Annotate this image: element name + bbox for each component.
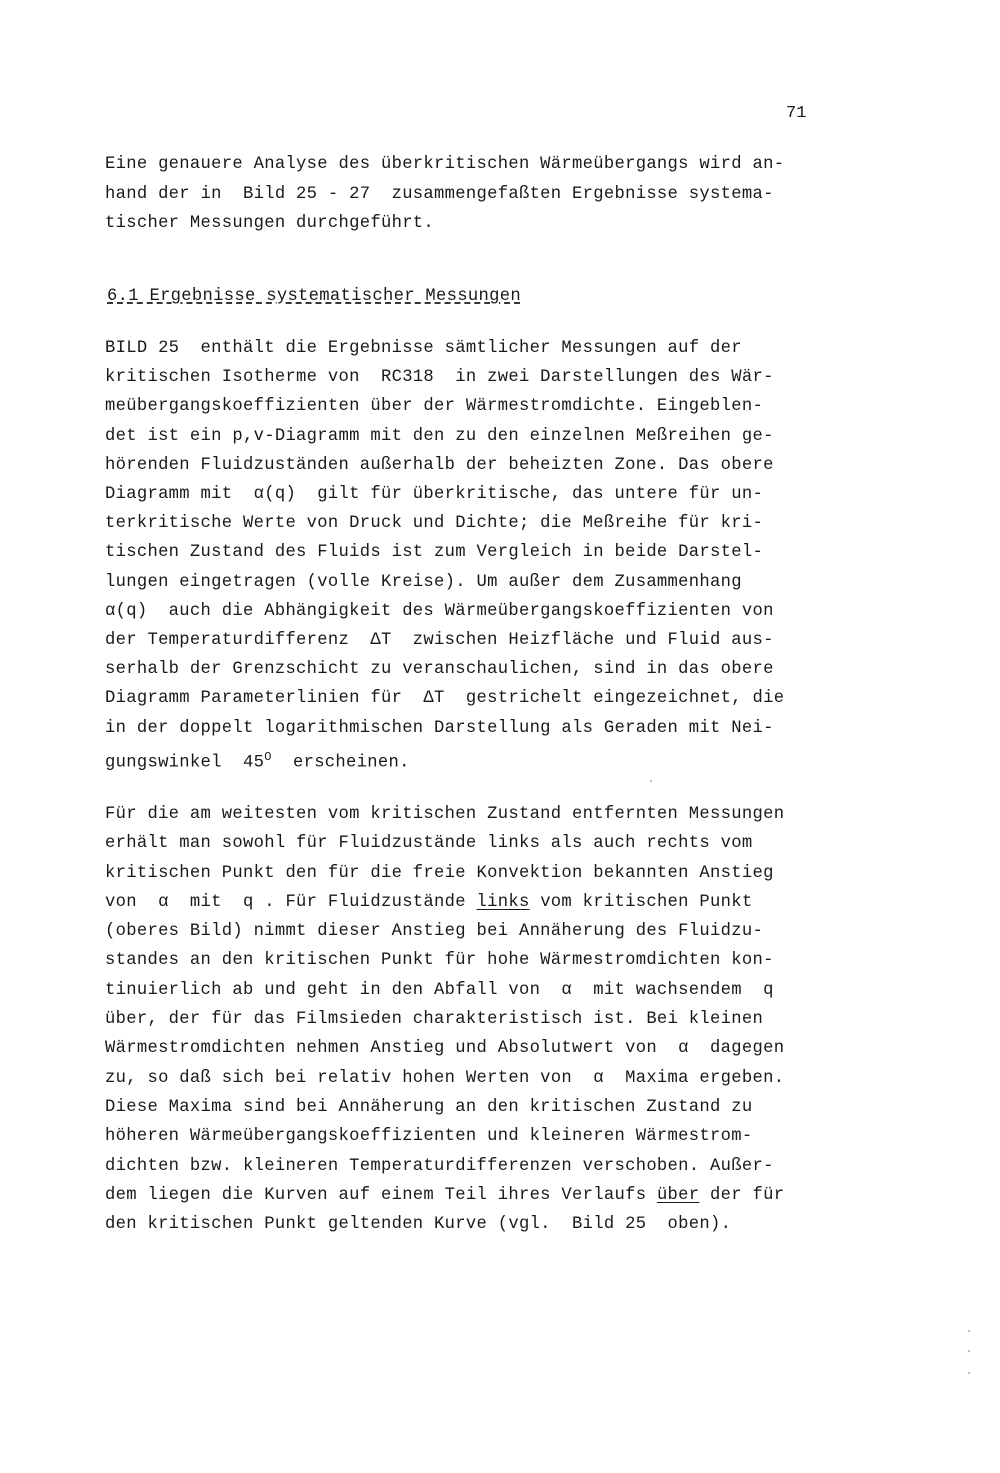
underlined-word: über bbox=[656, 1185, 700, 1205]
text-line: Diese Maxima sind bei Annäherung an den kritischen Zustand zu bbox=[105, 1097, 753, 1117]
scan-speck bbox=[968, 1372, 970, 1374]
text-fragment: dem liegen die Kurven auf einem Teil ihres Verlaufs bbox=[105, 1185, 657, 1205]
text-line: α(q) auch die Abhängigkeit des Wärmeübergangskoeffizienten von bbox=[105, 601, 774, 621]
text-line: meübergangskoeffizienten über der Wärmestromdichte. Eingeblen- bbox=[105, 397, 764, 417]
text-line: dichten bzw. kleineren Temperaturdifferenzen verschoben. Außer- bbox=[105, 1156, 774, 1176]
text-line: BILD 25 enthält die Ergebnisse sämtlicher Messungen auf der bbox=[105, 339, 742, 358]
text-line: kritischen Isotherme von RC318 in zwei Darstellungen des Wär- bbox=[105, 368, 774, 388]
underlined-word: links bbox=[476, 892, 530, 912]
text-line: tischen Zustand des Fluids ist zum Vergleich in beide Darstel- bbox=[105, 543, 764, 563]
text-fragment: gungswinkel 45 bbox=[105, 753, 265, 773]
text-fragment: von α mit q . Für Fluidzustände bbox=[105, 892, 477, 912]
scan-speck bbox=[650, 780, 652, 782]
text-line: Diagramm Parameterlinien für ΔT gestrichelt eingezeichnet, die bbox=[105, 689, 785, 709]
text-line: hörenden Fluidzuständen außerhalb der beheizten Zone. Das obere bbox=[105, 455, 774, 475]
text-line: tischer Messungen durchgeführt. bbox=[105, 214, 435, 233]
paragraph-bild-25 bbox=[105, 334, 840, 778]
superscript-degree: O bbox=[264, 749, 272, 764]
text-line bbox=[105, 1181, 840, 1210]
intro-paragraph bbox=[105, 150, 840, 239]
text-fragment: der für bbox=[699, 1185, 785, 1205]
text-line: in der doppelt logarithmischen Darstellung als Geraden mit Nei- bbox=[105, 718, 774, 738]
text-line bbox=[105, 888, 840, 917]
text-line: lungen eingetragen (volle Kreise). Um außer dem Zusammenhang bbox=[105, 572, 742, 592]
text-line: erhält man sowohl für Fluidzustände links als auch rechts vom bbox=[105, 834, 753, 854]
scan-speck bbox=[968, 1350, 970, 1352]
text-line: Eine genauere Analyse des überkritischen Wärmeübergangs wird an- bbox=[105, 155, 785, 174]
page-number: 71 bbox=[786, 104, 807, 123]
text-line: Für die am weitesten vom kritischen Zustand entfernten Messungen bbox=[105, 805, 785, 824]
text-line: Wärmestromdichten nehmen Anstieg und Absolutwert von α dagegen bbox=[105, 1039, 785, 1059]
text-line: (oberes Bild) nimmt dieser Anstieg bei Annäherung des Fluidzu- bbox=[105, 922, 764, 942]
text-line: terkritische Werte von Druck und Dichte; die Meßreihe für kri- bbox=[105, 514, 764, 534]
text-line: hand der in Bild 25 - 27 zusammengefaßten Ergebnisse systema- bbox=[105, 184, 774, 204]
scan-speck bbox=[968, 1330, 970, 1332]
text-fragment: vom kritischen Punkt bbox=[529, 892, 753, 912]
section-heading: 6.1 Ergebnisse systematischer Messungen bbox=[107, 287, 521, 306]
text-fragment: erscheinen. bbox=[271, 753, 410, 773]
text-line: kritischen Punkt den für die freie Konvektion bekannten Anstieg bbox=[105, 863, 774, 883]
text-line: det ist ein p,v-Diagramm mit den zu den einzelnen Meßreihen ge- bbox=[105, 426, 774, 446]
text-line: serhalb der Grenzschicht zu veranschaulichen, sind in das obere bbox=[105, 660, 774, 680]
text-line: über, der für das Filmsieden charakteristisch ist. Bei kleinen bbox=[105, 1010, 764, 1030]
text-line: zu, so daß sich bei relativ hohen Werten von α Maxima ergeben. bbox=[105, 1068, 785, 1088]
text-line: tinuierlich ab und geht in den Abfall von α mit wachsendem q bbox=[105, 980, 774, 1000]
text-line: höheren Wärmeübergangskoeffizienten und kleineren Wärmestrom- bbox=[105, 1127, 753, 1147]
text-line: standes an den kritischen Punkt für hohe Wärmestromdichten kon- bbox=[105, 951, 774, 971]
text-line: Diagramm mit α(q) gilt für überkritische, das untere für un- bbox=[105, 485, 764, 505]
text-line: den kritischen Punkt geltenden Kurve (vgl. Bild 25 oben). bbox=[105, 1215, 732, 1235]
text-line-last bbox=[105, 743, 840, 778]
text-line: der Temperaturdifferenz ΔT zwischen Heizfläche und Fluid aus- bbox=[105, 631, 774, 651]
paragraph-results bbox=[105, 800, 840, 1239]
